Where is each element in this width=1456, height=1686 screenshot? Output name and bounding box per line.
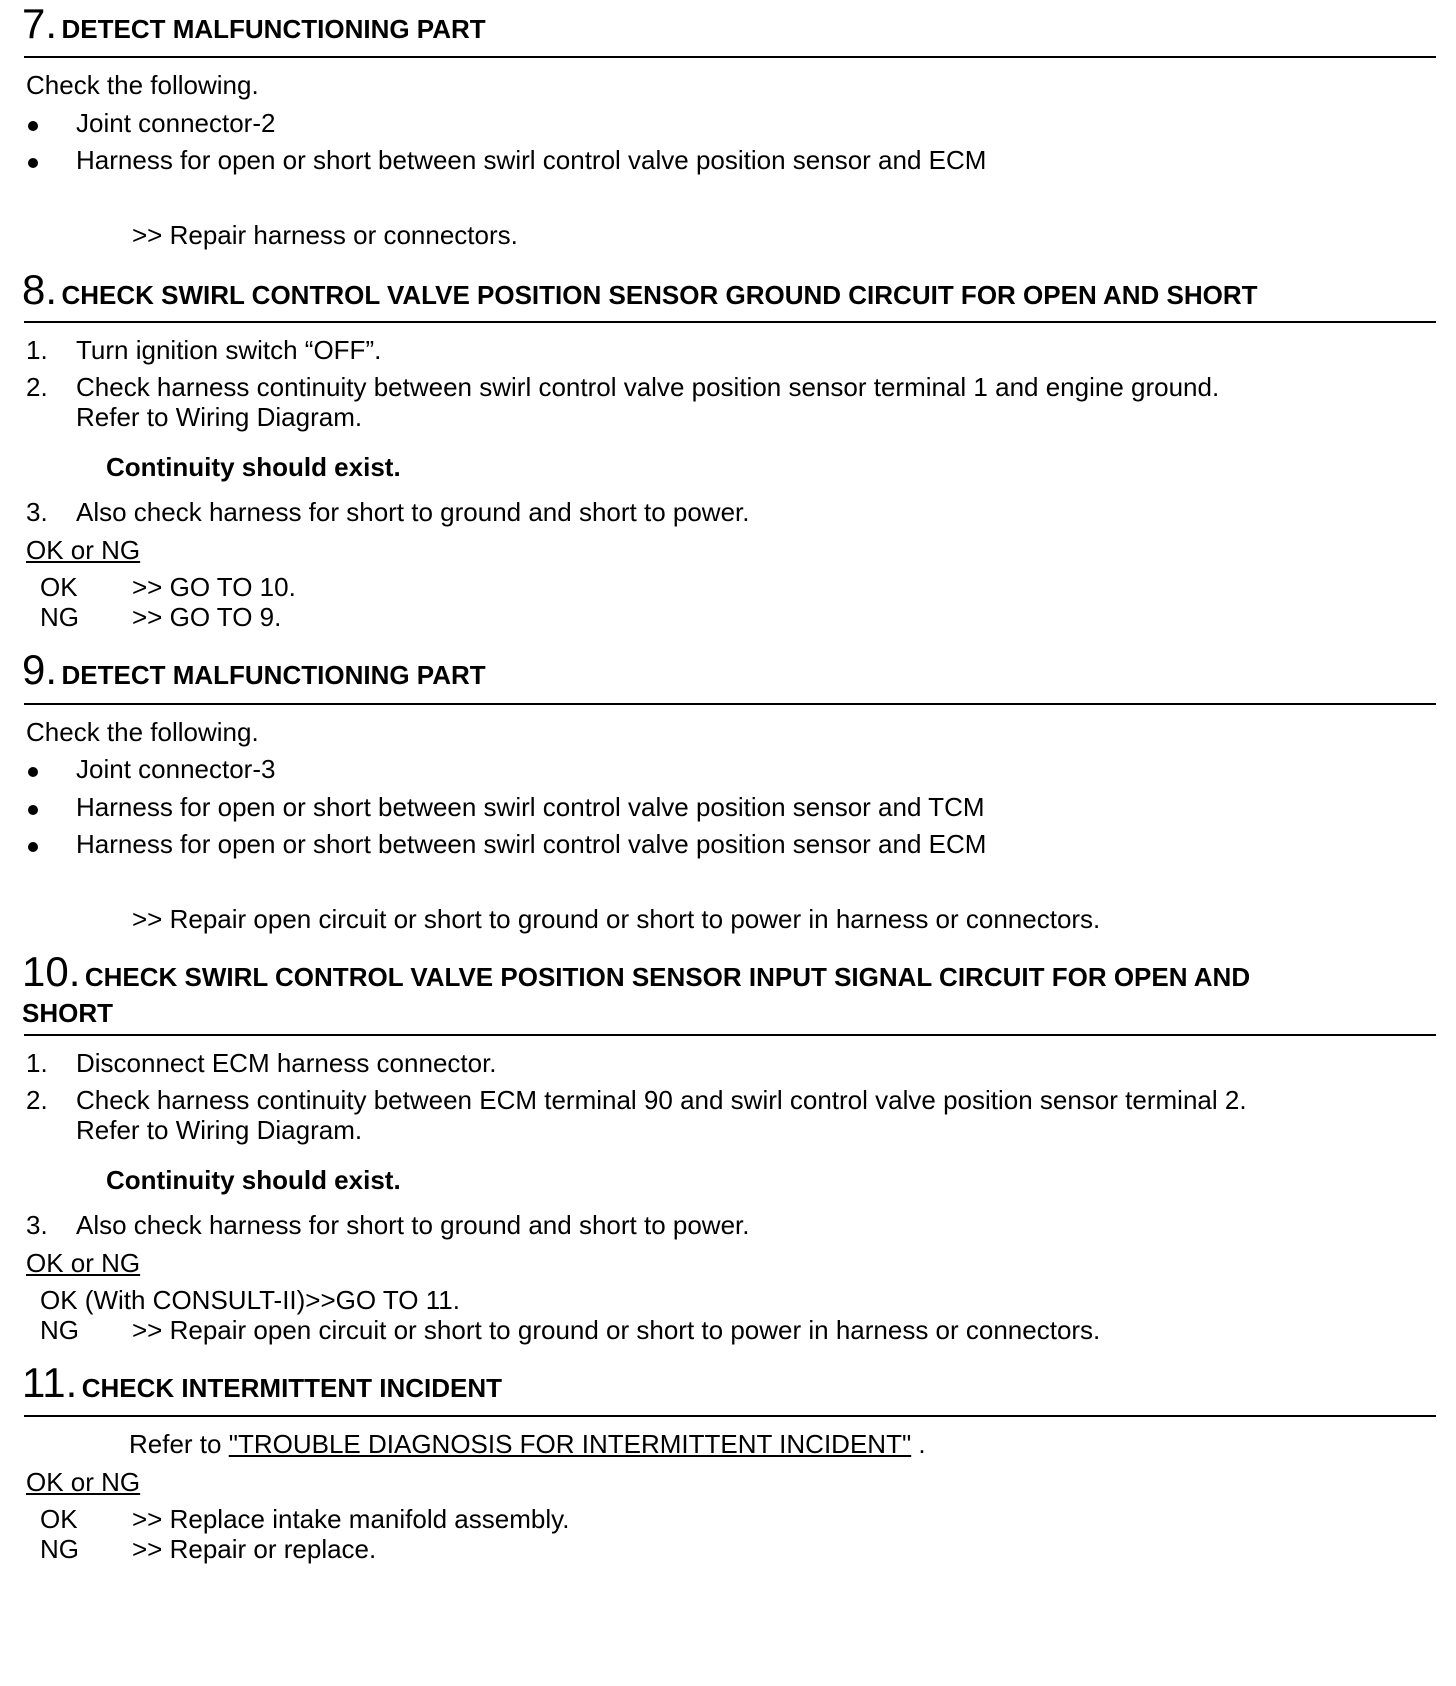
bullet-icon bbox=[28, 158, 38, 168]
ok-action: >> Replace intake manifold assembly. bbox=[132, 1504, 570, 1534]
ok-ng-label: OK or NG bbox=[26, 535, 141, 565]
intro-text: Check the following. bbox=[26, 717, 259, 747]
step-title: CHECK SWIRL CONTROL VALVE POSITION SENSOR GROUND CIRCUIT FOR OPEN AND SHORT bbox=[61, 280, 1258, 310]
bullet-icon bbox=[28, 121, 38, 131]
ok-label: OK bbox=[40, 572, 78, 602]
step-text: Turn ignition switch “OFF”. bbox=[76, 335, 382, 365]
step-title: CHECK INTERMITTENT INCIDENT bbox=[81, 1373, 503, 1403]
step-7-header bbox=[22, 2, 486, 46]
action-text: >> Repair open circuit or short to ground or short to power in harness or connectors. bbox=[132, 904, 1101, 934]
reference-line bbox=[129, 1429, 926, 1459]
list-item: Joint connector-2 bbox=[76, 108, 276, 138]
ng-action: >> Repair or replace. bbox=[132, 1534, 377, 1564]
bullet-icon bbox=[28, 767, 38, 777]
step-text: Disconnect ECM harness connector. bbox=[76, 1048, 497, 1078]
step-text: Check harness continuity between swirl control valve position sensor terminal 1 and engine ground. bbox=[76, 372, 1220, 402]
step-11-header bbox=[22, 1361, 502, 1405]
ng-action: >> Repair open circuit or short to ground or short to power in harness or connectors. bbox=[132, 1315, 1101, 1345]
section-divider bbox=[24, 56, 1436, 58]
intro-text: Check the following. bbox=[26, 70, 259, 100]
step-10-header bbox=[22, 950, 1250, 994]
step-text-continued: Refer to Wiring Diagram. bbox=[76, 1115, 363, 1145]
step-index: 3. bbox=[26, 1210, 48, 1240]
ng-action: >> GO TO 9. bbox=[132, 602, 282, 632]
step-title-continued: SHORT bbox=[22, 998, 113, 1028]
section-divider bbox=[24, 321, 1436, 323]
step-number: 8. bbox=[22, 266, 58, 313]
reference-suffix: . bbox=[911, 1429, 926, 1459]
ok-action: >> GO TO 10. bbox=[132, 572, 296, 602]
step-title: CHECK SWIRL CONTROL VALVE POSITION SENSOR INPUT SIGNAL CIRCUIT FOR OPEN AND bbox=[84, 962, 1251, 992]
list-item: Harness for open or short between swirl control valve position sensor and ECM bbox=[76, 829, 987, 859]
action-text: >> Repair harness or connectors. bbox=[132, 220, 518, 250]
ng-label: NG bbox=[40, 602, 79, 632]
list-item: Joint connector-3 bbox=[76, 754, 276, 784]
step-number: 11. bbox=[22, 1359, 78, 1406]
step-index: 2. bbox=[26, 1085, 48, 1115]
list-item: Harness for open or short between swirl control valve position sensor and TCM bbox=[76, 792, 985, 822]
ng-label: NG bbox=[40, 1534, 79, 1564]
step-title: DETECT MALFUNCTIONING PART bbox=[61, 14, 486, 44]
step-text: Also check harness for short to ground and short to power. bbox=[76, 497, 750, 527]
step-index: 1. bbox=[26, 335, 48, 365]
step-number: 10. bbox=[22, 948, 81, 995]
step-index: 1. bbox=[26, 1048, 48, 1078]
ok-ng-label: OK or NG bbox=[26, 1248, 141, 1278]
bullet-icon bbox=[28, 805, 38, 815]
section-divider bbox=[24, 1415, 1436, 1417]
ok-label: OK bbox=[40, 1504, 78, 1534]
step-number: 9. bbox=[22, 646, 58, 693]
step-text-continued: Refer to Wiring Diagram. bbox=[76, 402, 363, 432]
step-text: Check harness continuity between ECM terminal 90 and swirl control valve position sensor terminal 2. bbox=[76, 1085, 1247, 1115]
step-8-header bbox=[22, 268, 1258, 312]
section-divider bbox=[24, 1034, 1436, 1036]
spec-note: Continuity should exist. bbox=[106, 1165, 401, 1195]
step-title: DETECT MALFUNCTIONING PART bbox=[61, 660, 486, 690]
bullet-icon bbox=[28, 842, 38, 852]
step-text: Also check harness for short to ground and short to power. bbox=[76, 1210, 750, 1240]
intermittent-incident-link[interactable]: "TROUBLE DIAGNOSIS FOR INTERMITTENT INCIDENT" bbox=[228, 1429, 912, 1459]
list-item: Harness for open or short between swirl control valve position sensor and ECM bbox=[76, 145, 987, 175]
step-index: 3. bbox=[26, 497, 48, 527]
step-9-header bbox=[22, 648, 486, 692]
step-number: 7. bbox=[22, 0, 58, 47]
ng-label: NG bbox=[40, 1315, 79, 1345]
reference-prefix: Refer to bbox=[129, 1429, 229, 1459]
step-index: 2. bbox=[26, 372, 48, 402]
spec-note: Continuity should exist. bbox=[106, 452, 401, 482]
section-divider bbox=[24, 703, 1436, 705]
ok-action: OK (With CONSULT-II)>>GO TO 11. bbox=[40, 1285, 460, 1315]
ok-ng-label: OK or NG bbox=[26, 1467, 141, 1497]
